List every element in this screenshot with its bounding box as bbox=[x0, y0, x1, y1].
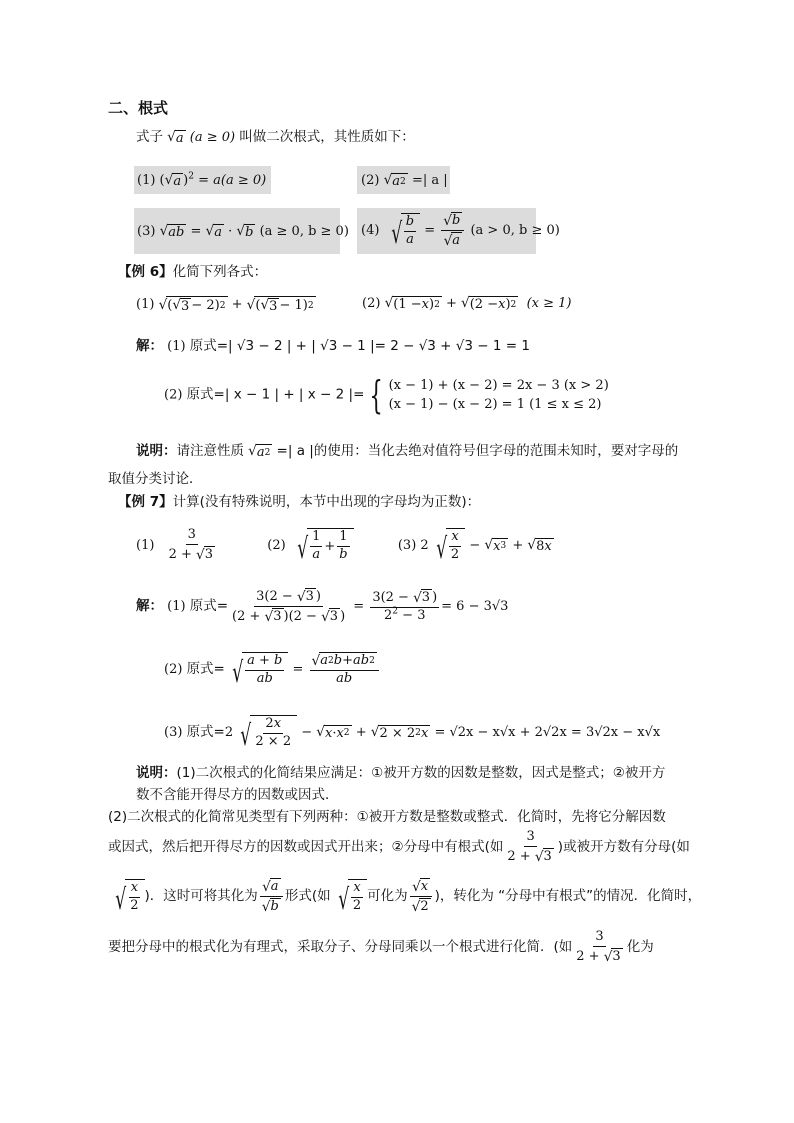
q1-label: (1) bbox=[136, 297, 155, 312]
s1-label: (1) bbox=[167, 339, 186, 354]
solution-label: 解： bbox=[136, 338, 163, 354]
brace-icon: { bbox=[369, 373, 384, 417]
p3-cond: (a ≥ 0, b ≥ 0) bbox=[259, 224, 349, 239]
intro-lead: 式子 bbox=[136, 129, 163, 145]
note1-line2: 取值分类讨论． bbox=[108, 471, 203, 487]
q3-label: (3) bbox=[397, 537, 417, 553]
s3-label: (3) bbox=[164, 724, 183, 740]
s2-label: (2) bbox=[164, 387, 183, 403]
case-1: (x − 1) + (x − 2) = 2x − 3 (x > 2) bbox=[388, 378, 609, 393]
example7-questions: (1) 3 2 + √ 3 (2) √ $\frac{1}{a}$ + $\frac{1}{b}$ (3) 2 √ $\frac{x}{2}$ − √ x 3 + √ 8 x bbox=[136, 527, 552, 566]
example6-q1: (1) √ ( √ 3 − 2) 2 + √ ( √ 3 − 1) 2 bbox=[136, 297, 314, 314]
example6-title: 化简下列各式： bbox=[172, 264, 268, 280]
note2-text-1: (1)二次根式的化简结果应满足：①被开方数的因数是整数，因式是整式；②被开方 bbox=[176, 765, 666, 781]
example7-head: 【例 7】 bbox=[118, 494, 173, 510]
property-4: (4) √ $\frac{b}{a}$ = √ b √ a (a > 0, b ≥ 0) bbox=[361, 213, 560, 251]
p1-tail: = a(a ≥ 0) bbox=[198, 173, 267, 188]
note2-line4: 或因式，然后把开得尽方的因数或因式开出来；②分母中有根式(如 3 2 + √ 3 )或被开方数有分母(如 bbox=[108, 829, 690, 866]
note2-line6: 要把分母中的根式化为有理式，采取分子、分母同乘以一个根式进行化简．(如 3 2 + √ 3 化为 bbox=[108, 929, 654, 966]
p2-tail: =| a | bbox=[411, 173, 448, 188]
p1-label: (1) bbox=[137, 173, 156, 188]
example7-solution-3: (3) 原式=2 √ $\frac{2x}{2 \times 2}$ − √ x · x 2 + √ 2 × 2 2 x = √2x − x√x + 2√2x = 3√2x − x√x bbox=[164, 716, 661, 753]
section-title: 二、根式 bbox=[108, 99, 169, 117]
p4-label: (4) bbox=[361, 222, 380, 238]
example6-head: 【例 6】 bbox=[118, 264, 173, 280]
s1-text: 原式=| √3 − 2 | + | √3 − 1 |= 2 − √3 + √3 − 1 = 1 bbox=[189, 338, 530, 354]
s1-result: = 6 − 3√3 bbox=[441, 598, 509, 614]
example7-title: 计算(没有特殊说明，本节中出现的字母均为正数)： bbox=[172, 494, 481, 510]
q2-label: (2) bbox=[362, 296, 381, 311]
sqrt-a: √ a bbox=[167, 129, 184, 146]
note2-text-5d: )，转化为 “分母中有根式”的情况．化简时， bbox=[434, 887, 702, 904]
note2-line5: √ $\frac{x}{2}$ )．这时可将其化为 √ a √ b 形式(如 √ $\frac{x}{2}$ 可化为 √ x √ 2 )，转化为 “分母中有根式”的情况．化简时， bbox=[115, 879, 702, 917]
note1-text-a: 请注意性质 bbox=[176, 443, 244, 459]
q1-label: (1) bbox=[136, 537, 155, 553]
q2-label: (2) bbox=[267, 537, 286, 553]
intro-condition: (a ≥ 0) bbox=[189, 130, 236, 145]
cases bbox=[389, 379, 609, 411]
note2-line1 bbox=[136, 767, 665, 781]
example6-solution-2 bbox=[164, 373, 609, 417]
yuanshi-label: 原式= bbox=[186, 723, 225, 740]
yuanshi-label: 原式= bbox=[189, 597, 229, 614]
note1-text-b: =| a |的使用：当化去绝对值符号但字母的范围未知时，要对字母的 bbox=[276, 443, 679, 459]
note2-text-5a: )．这时可将其化为 bbox=[144, 887, 258, 904]
property-3: (3) √ ab = √ a · √ b (a ≥ 0, b ≥ 0) bbox=[137, 223, 349, 240]
yuanshi-label: 原式= bbox=[186, 660, 225, 677]
s2-label: (2) bbox=[164, 661, 183, 677]
property-2: (2) √ a 2 =| a | bbox=[361, 172, 448, 189]
example7-header bbox=[118, 496, 480, 510]
example6-solution-1 bbox=[136, 340, 530, 354]
note2-text-4a: 或因式，然后把开得尽方的因数或因式开出来；②分母中有根式(如 bbox=[108, 838, 504, 855]
note2-text-6a: 要把分母中的根式化为有理式，采取分子、分母同乘以一个根式进行化简．(如 bbox=[108, 938, 573, 955]
note2-text-5c: 可化为 bbox=[367, 887, 408, 904]
p3-label: (3) bbox=[137, 224, 156, 239]
note2-text-4b: )或被开方数有分母(如 bbox=[557, 838, 690, 855]
note2-text-5b: 形式(如 bbox=[284, 887, 331, 904]
p2-label: (2) bbox=[361, 173, 380, 188]
property-1: (1) ( √ a )$^2$ = a(a ≥ 0) bbox=[137, 171, 267, 189]
note1-line1: 说明：请注意性质 √ a 2 =| a |的使用：当化去绝对值符号但字母的范围未知时，要对字母的 bbox=[136, 443, 679, 460]
p4-cond: (a > 0, b ≥ 0) bbox=[470, 222, 560, 238]
note2-label: 说明： bbox=[136, 765, 177, 781]
intro-line bbox=[136, 130, 415, 145]
example7-solution-1: 解： (1) 原式= 3(2 − √ 3 ) (2 + √ 3 )(2 − √ 3 ) = 3(2 − √ 3 ) $2^2 - 3$ = 6 − 3√3 bbox=[136, 588, 509, 626]
note2-line2: 数不含能开得尽方的因数或因式． bbox=[136, 787, 339, 803]
s3-tail: = √2x − x√x + 2√2x = 3√2x − x√x bbox=[434, 724, 661, 740]
note1-label: 说明： bbox=[136, 443, 177, 459]
example6-header bbox=[118, 266, 267, 280]
intro-tail: 叫做二次根式，其性质如下： bbox=[239, 129, 415, 145]
s2-text: 原式=| x − 1 | + | x − 2 |= bbox=[186, 386, 365, 403]
example7-solution-2: (2) 原式= √ $\frac{a + b}{ab}$ = √ a 2 b + ab 2 ab bbox=[164, 652, 381, 687]
note2-text-6b: 化为 bbox=[626, 938, 654, 955]
note2-line3: (2)二次根式的化简常见类型有下列两种：①被开方数是整数或整式．化简时，先将它分解因数 bbox=[108, 809, 666, 825]
q2-cond: (x ≥ 1) bbox=[526, 296, 572, 311]
example6-q2: (2) √ (1 − x ) 2 + √ (2 − x ) 2 (x ≥ 1) bbox=[362, 295, 572, 312]
s1-label: (1) bbox=[167, 598, 186, 614]
solution-label: 解： bbox=[136, 597, 163, 614]
case-2: (x − 1) − (x − 2) = 1 (1 ≤ x ≤ 2) bbox=[388, 397, 602, 412]
